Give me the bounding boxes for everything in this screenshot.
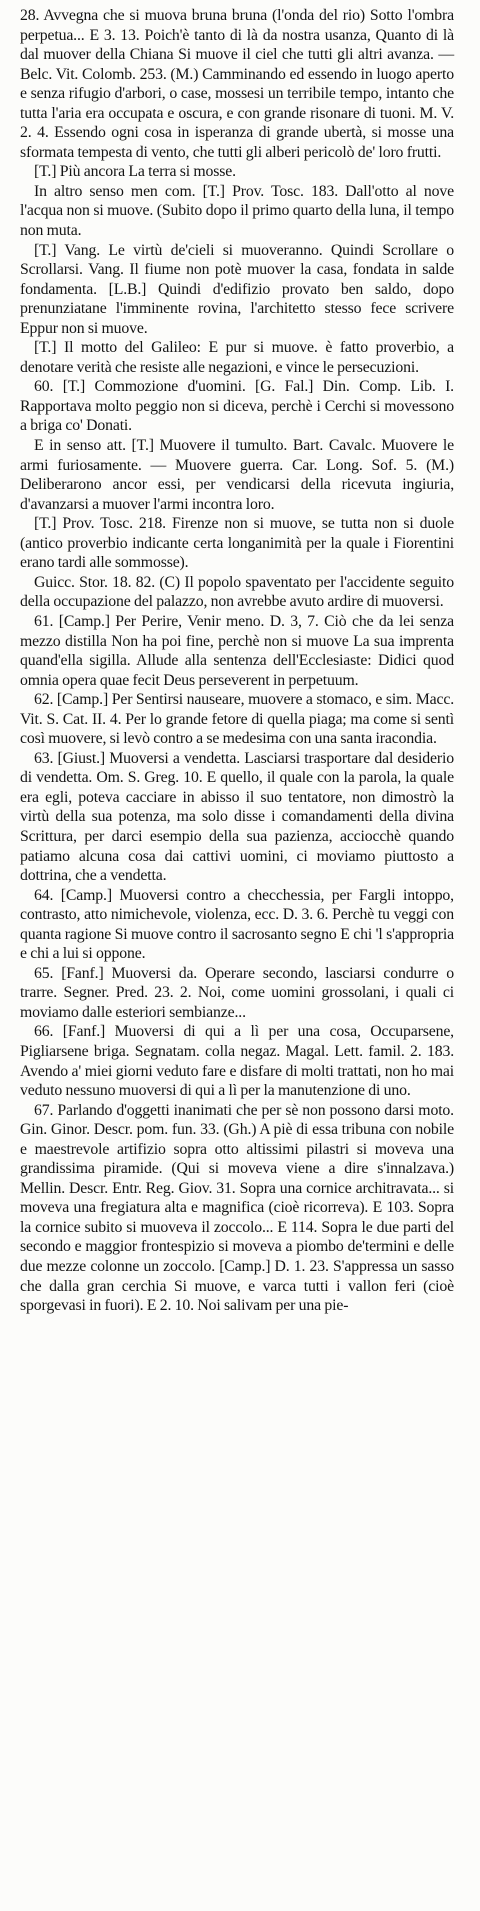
paragraph-61: 61. [Camp.] Per Perire, Venir meno. D. 3, 7. Ciò che da lei senza mezzo distilla Non ha poi fine, perchè non si muove La sua imprenta quand'ella sigilla. Allude alla sentenza dell'Ecclesiaste: Didici quod omnia opera quae fecit Deus perseverent in perpetuum. bbox=[20, 612, 454, 689]
paragraph-64: 64. [Camp.] Muoversi contro a checchessia, per Fargli intoppo, contrasto, atto nimichevole, violenza, ecc. D. 3. 6. Perchè tu veggi con quanta ragione Si muove contro il sacrosanto segno E chi 'l s'appropria e chi a lui si oppone. bbox=[20, 886, 454, 963]
paragraph-28-galileo: [T.] Il motto del Galileo: E pur si muove. è fatto proverbio, a denotare verità che resiste alle negazioni, e vince le persecuzioni. bbox=[20, 339, 454, 376]
paragraph-60-senso-att: E in senso att. [T.] Muovere il tumulto. Bart. Cavalc. Muovere le armi furiosamente. — Muovere guerra. Car. Long. Sof. 5. (M.) Deliberarono ancor essi, per vendicarsi della ricevuta ingiuria, d'avanzarsi a muover l'armi incontra loro. bbox=[20, 437, 454, 513]
paragraph-60-firenze: [T.] Prov. Tosc. 218. Firenze non si muove, se tutta non si duole (antico proverbio indicante certa longanimità per la quale i Fiorentini erano tardi alle sommosse). bbox=[20, 515, 454, 572]
paragraph-62: 62. [Camp.] Per Sentirsi nauseare, muovere a stomaco, e sim. Macc. Vit. S. Cat. II. 4. Per lo grande fetore di quella piaga; ma come si sentì così muovere, si levò contro a se medesima con una santa iracondia. bbox=[20, 691, 454, 748]
paragraph-65: 65. [Fanf.] Muoversi da. Operare secondo, lasciarsi condurre o trarre. Segner. Pred. 23. 2. Noi, come uomini grossolani, i quali ci moviamo dalle esteriori sembianze... bbox=[20, 964, 454, 1021]
paragraph-28-altro-senso: In altro senso men com. [T.] Prov. Tosc. 183. Dall'otto al nove l'acqua non si muove. (Subito dopo il primo quarto della luna, il tempo non muta. bbox=[20, 182, 454, 240]
paragraph-60-guicc: Guicc. Stor. 18. 82. (C) Il popolo spaventato per l'accidente seguito della occupazione del palazzo, non avrebbe avuto ardire di muoversi. bbox=[20, 573, 454, 611]
paragraph-67: 67. Parlando d'oggetti inanimati che per sè non possono darsi moto. Gin. Ginor. Descr. pom. fun. 33. (Gh.) A piè di essa tribuna con nobile e maestrevole artifizio sopra otto altissimi pilastri si moveva una grandissima piramide. (Qui si moveva viene a dire s'innalzava.) Mellin. Descr. Entr. Reg. Giov. 31. Sopra una cornice architravata... si moveva una fregiatura alta e magnifica (cioè ricorreva). E 103. Sopra la cornice subito si muoveva il zoccolo... E 114. Sopra le due parti del secondo e maggior frontespizio si moveva a piombo de'termini e delle due mezze colonne un zoccolo. [Camp.] D. 1. 23. S'appressa un sasso che dalla gran cerchia Si muove, e varca tutti i vallon feri (cioè sporgevasi in fuori). E 2. 10. Noi salivam per una pie- bbox=[20, 1101, 454, 1315]
paragraph-60: 60. [T.] Commozione d'uomini. [G. Fal.] Din. Comp. Lib. I. Rapportava molto peggio non si diceva, perchè i Cerchi si movessono a briga co' Donati. bbox=[20, 378, 454, 435]
paragraph-28-terra: [T.] Più ancora La terra si mosse. bbox=[34, 163, 236, 181]
paragraph-28-vangelo: [T.] Vang. Le virtù de'cieli si muoveranno. Quindi Scrollare o Scrollarsi. Vang. Il fiume non potè muover la casa, fondata in salde fondamenta. [L.B.] Quindi d'edifizio provato ben saldo, dopo prenunziatane l'imminente rovina, l'architetto stesso fece scrivere Eppur non si muove. bbox=[20, 241, 454, 337]
paragraph-66: 66. [Fanf.] Muoversi di qui a lì per una cosa, Occuparsene, Pigliarsene briga. Segnatam. colla negaz. Magal. Lett. famil. 2. 183. Avendo a' miei giorni veduto fare e disfare di molti trattati, non ho mai veduto nessuno muoversi di qui a lì per la manutenzione di uno. bbox=[20, 1023, 454, 1100]
paragraph-63: 63. [Giust.] Muoversi a vendetta. Lasciarsi trasportare dal desiderio di vendetta. Om. S. Greg. 10. E quello, il quale con la parola, la quale era egli, poteva cacciare in abisso il suo tentatore, non dimostrò la virtù della sua potenza, ma solo disse i comandamenti della divina Scrittura, per darci esempio della sua pazienza, acciocchè quando patiamo alcuna cosa dai cattivi uomini, ci moviamo piuttosto a dottrina, che a vendetta. bbox=[20, 749, 454, 885]
paragraph-28: 28. Avvegna che si muova bruna bruna (l'onda del rio) Sotto l'ombra perpetua... E 3. 13. Poich'è tanto di là da nostra usanza, Quanto di là dal muover della Chiana Si muove il ciel che tutti gli altri avanza. — Belc. Vit. Colomb. 253. (M.) Camminando ed essendo in luogo aperto e senza rifugio d'arbori, o case, mossesi un terribile tempo, intanto che tutta l'aria era occupata e oscura, e con grande risonare di tuoni. M. V. 2. 4. Essendo ogni cosa in isperanza di grande ubertà, si mosse una sformata tempesta di vento, che tutti gli alberi pericolò de' loro frutti. bbox=[20, 7, 454, 161]
dictionary-entry-text bbox=[20, 6, 454, 1316]
